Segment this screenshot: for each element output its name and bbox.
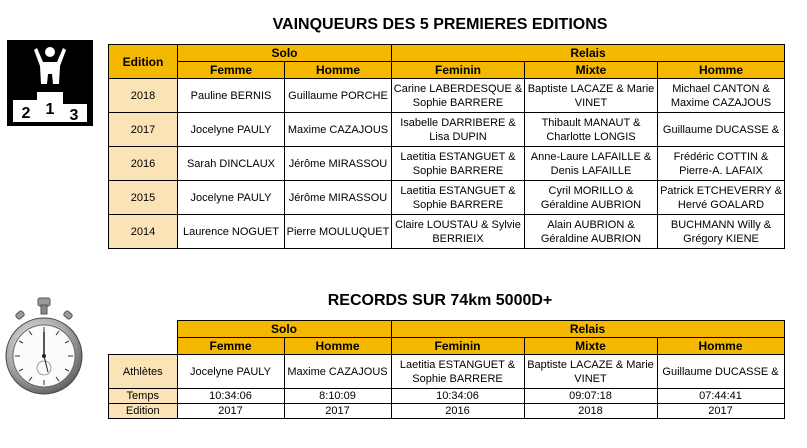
record-edition-cell: 2017 (657, 404, 784, 419)
podium-number-2: 2 (21, 105, 31, 122)
solo-header: Solo (178, 45, 392, 62)
mixte-cell: Baptiste LACAZE & Marie VINET (525, 79, 658, 113)
edition-cell: 2017 (109, 113, 178, 147)
record-edition-cell: 2016 (391, 404, 524, 419)
edition-cell: 2014 (109, 215, 178, 249)
edition-header: Edition (109, 45, 178, 79)
relais-homme-cell: Guillaume DUCASSE & (658, 113, 785, 147)
femme-cell: Pauline BERNIS (178, 79, 285, 113)
relais-homme-cell: Patrick ETCHEVERRY & Hervé GOALARD (658, 181, 785, 215)
record-athlete-cell: Maxime CAZAJOUS (284, 355, 391, 389)
edition-cell: 2018 (109, 79, 178, 113)
edition-cell: 2016 (109, 147, 178, 181)
mixte-cell: Alain AUBRION & Géraldine AUBRION (525, 215, 658, 249)
feminin-cell: Claire LOUSTAU & Sylvie BERRIEIX (392, 215, 525, 249)
feminin-cell: Carine LABERDESQUE & Sophie BARRERE (392, 79, 525, 113)
temps-label: Temps (109, 389, 178, 404)
relais-homme-cell: Frédéric COTTIN & Pierre-A. LAFAIX (658, 147, 785, 181)
homme-cell: Jérôme MIRASSOU (285, 147, 392, 181)
femme-header: Femme (178, 62, 285, 79)
records-title: RECORDS SUR 74km 5000D+ (327, 292, 553, 309)
mixte-cell: Thibault MANAUT & Charlotte LONGIS (525, 113, 658, 147)
table-row (109, 215, 785, 249)
table-row (109, 355, 785, 389)
record-athlete-cell: Laetitia ESTANGUET & Sophie BARRERE (391, 355, 524, 389)
homme-cell: Pierre MOULUQUET (285, 215, 392, 249)
feminin-cell: Laetitia ESTANGUET & Sophie BARRERE (392, 147, 525, 181)
feminin-cell: Laetitia ESTANGUET & Sophie BARRERE (392, 181, 525, 215)
records-feminin-header: Feminin (391, 338, 524, 355)
record-time-cell: 10:34:06 (177, 389, 284, 404)
feminin-header: Feminin (392, 62, 525, 79)
record-athlete-cell: Baptiste LACAZE & Marie VINET (524, 355, 657, 389)
podium-icon (7, 40, 93, 126)
winners-table (108, 44, 785, 249)
records-table (108, 320, 785, 419)
records-relais-header: Relais (391, 321, 784, 338)
table-row (109, 389, 785, 404)
record-edition-cell: 2017 (177, 404, 284, 419)
mixte-header: Mixte (525, 62, 658, 79)
table-row (109, 181, 785, 215)
records-solo-header: Solo (177, 321, 391, 338)
relais-header: Relais (392, 45, 785, 62)
homme-cell: Maxime CAZAJOUS (285, 113, 392, 147)
femme-cell: Laurence NOGUET (178, 215, 285, 249)
stopwatch-icon (4, 296, 84, 400)
records-mixte-header: Mixte (524, 338, 657, 355)
femme-cell: Jocelyne PAULY (178, 113, 285, 147)
records-relais-homme-header: Homme (657, 338, 784, 355)
homme-cell: Jérôme MIRASSOU (285, 181, 392, 215)
record-athlete-cell: Jocelyne PAULY (177, 355, 284, 389)
mixte-cell: Cyril MORILLO & Géraldine AUBRION (525, 181, 658, 215)
table-row (109, 404, 785, 419)
edition-label: Edition (109, 404, 178, 419)
homme-cell: Guillaume PORCHE (285, 79, 392, 113)
record-time-cell: 10:34:06 (391, 389, 524, 404)
table-row (109, 79, 785, 113)
feminin-cell: Isabelle DARRIBERE & Lisa DUPIN (392, 113, 525, 147)
record-time-cell: 07:44:41 (657, 389, 784, 404)
femme-cell: Jocelyne PAULY (178, 181, 285, 215)
table-row (109, 113, 785, 147)
record-time-cell: 8:10:09 (284, 389, 391, 404)
relais-homme-cell: Michael CANTON & Maxime CAZAJOUS (658, 79, 785, 113)
homme-header: Homme (285, 62, 392, 79)
relais-homme-header: Homme (658, 62, 785, 79)
records-femme-header: Femme (177, 338, 284, 355)
mixte-cell: Anne-Laure LAFAILLE & Denis LAFAILLE (525, 147, 658, 181)
record-edition-cell: 2017 (284, 404, 391, 419)
records-homme-header: Homme (284, 338, 391, 355)
winners-title: VAINQUEURS DES 5 PREMIERES EDITIONS (272, 16, 608, 33)
athletes-label: Athlètes (109, 355, 178, 389)
records-corner (109, 321, 178, 355)
record-edition-cell: 2018 (524, 404, 657, 419)
record-athlete-cell: Guillaume DUCASSE & (657, 355, 784, 389)
record-time-cell: 09:07:18 (524, 389, 657, 404)
podium-number-3: 3 (69, 107, 79, 124)
edition-cell: 2015 (109, 181, 178, 215)
femme-cell: Sarah DINCLAUX (178, 147, 285, 181)
table-row (109, 147, 785, 181)
podium-number-1: 1 (45, 101, 55, 118)
relais-homme-cell: BUCHMANN Willy & Grégory KIENE (658, 215, 785, 249)
